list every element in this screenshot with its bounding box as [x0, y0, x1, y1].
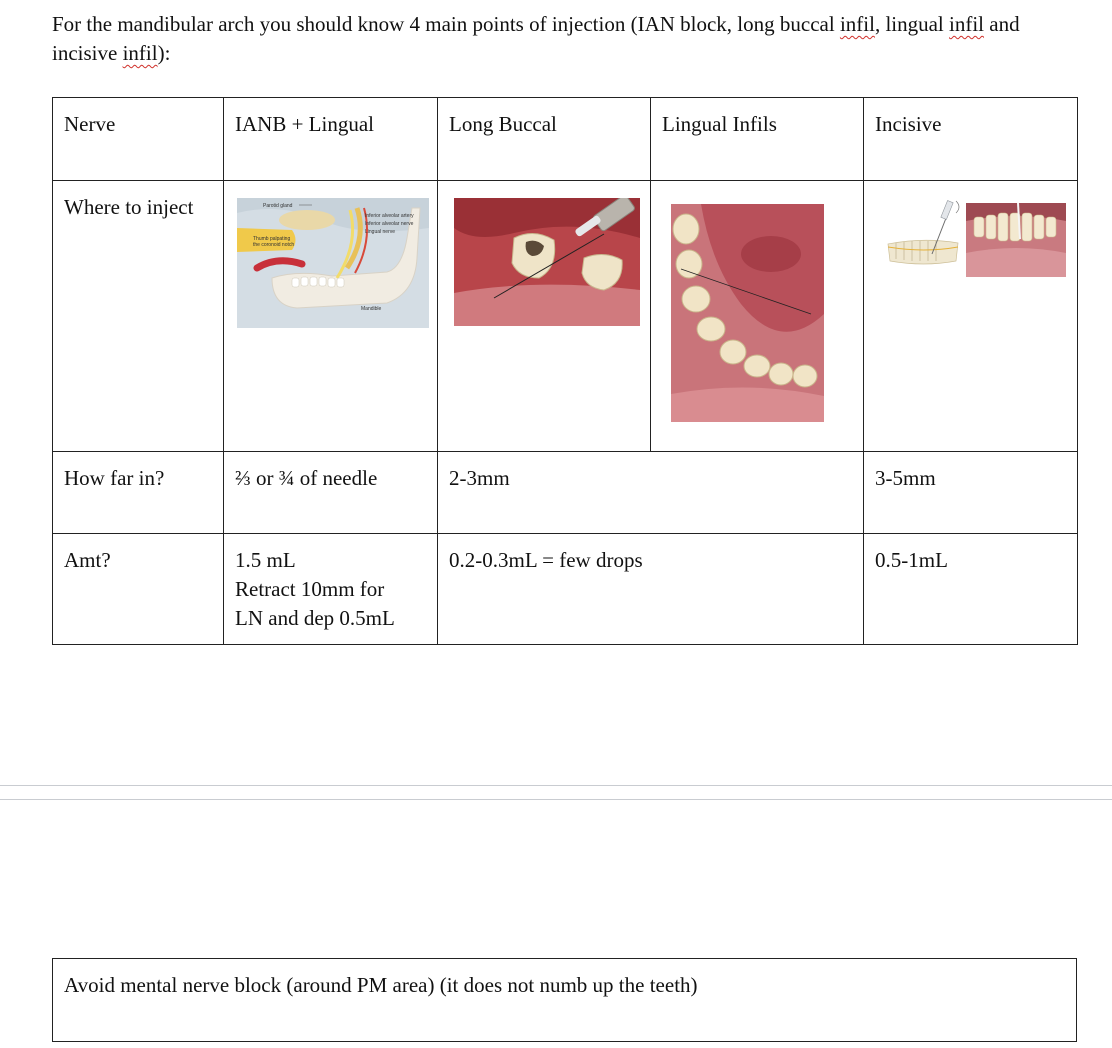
header-row: [53, 98, 1078, 181]
intro-text-1: For the mandibular arch you should know 4 main points of injection (IAN block, long buccal: [52, 12, 840, 36]
header-nerve: Nerve: [53, 98, 224, 181]
incisive-amount: 0.5-1mL: [864, 534, 1078, 645]
mental-nerve-note-box: [52, 958, 1077, 1042]
intro-paragraph: [52, 10, 1082, 68]
label-lingual: Lingual nerve: [365, 229, 396, 235]
intro-text-2: , lingual: [874, 12, 950, 36]
amount-label: Amt?: [53, 534, 224, 645]
ianb-amount-line-1: 1.5 mL: [235, 548, 296, 572]
misspelled-word-infil: infil: [839, 12, 875, 36]
where-to-inject-label: Where to inject: [53, 181, 224, 452]
amount-row: [53, 534, 1078, 645]
label-nerve: Inferior alveolar nerve: [365, 221, 414, 227]
ianb-anatomy-diagram: [237, 198, 429, 328]
ianb-depth: ⅔ or ¾ of needle: [224, 452, 438, 534]
intro-text-4: ):: [157, 41, 171, 65]
page-divider-bottom: [0, 799, 1112, 800]
ianb-amount: [224, 534, 438, 645]
ianb-amount-line-3: LN and dep 0.5mL: [235, 606, 395, 630]
label-parotid: Parotid gland: [263, 203, 293, 209]
label-thumb-1: Thumb palpating: [253, 236, 291, 242]
incisive-diagram: [884, 199, 966, 279]
header-lingual-infils: Lingual Infils: [651, 98, 864, 181]
how-far-in-label: How far in?: [53, 452, 224, 534]
injection-table: [52, 97, 1078, 645]
incisive-photo: [966, 203, 1066, 277]
label-mandible: Mandible: [361, 306, 382, 312]
header-incisive: Incisive: [864, 98, 1078, 181]
mental-nerve-note: Avoid mental nerve block (around PM area) (it does not numb up the teeth): [64, 973, 698, 997]
lingual-infil-photo: [671, 204, 824, 422]
where-to-inject-row: [53, 181, 1078, 452]
label-thumb-2: the coronoid notch: [253, 242, 295, 248]
incisive-depth: 3-5mm: [864, 452, 1078, 534]
buccal-lingual-amount: 0.2-0.3mL = few drops: [438, 534, 864, 645]
long-buccal-image-cell: [438, 181, 651, 452]
how-far-in-row: [53, 452, 1078, 534]
misspelled-word-infil: infil: [122, 41, 158, 65]
incisive-image-cell: [864, 181, 1078, 452]
misspelled-word-infil: infil: [949, 12, 985, 36]
header-ianb-lingual: IANB + Lingual: [224, 98, 438, 181]
label-artery: Inferior alveolar artery: [365, 213, 414, 219]
ianb-amount-line-2: Retract 10mm for: [235, 577, 385, 601]
intro-text-3: and incisive: [52, 12, 1020, 65]
buccal-lingual-depth: 2-3mm: [438, 452, 864, 534]
long-buccal-photo: [454, 198, 640, 326]
lingual-infils-image-cell: [651, 181, 864, 452]
page-divider-top: [0, 785, 1112, 786]
header-long-buccal: Long Buccal: [438, 98, 651, 181]
ianb-image-cell: [224, 181, 438, 452]
